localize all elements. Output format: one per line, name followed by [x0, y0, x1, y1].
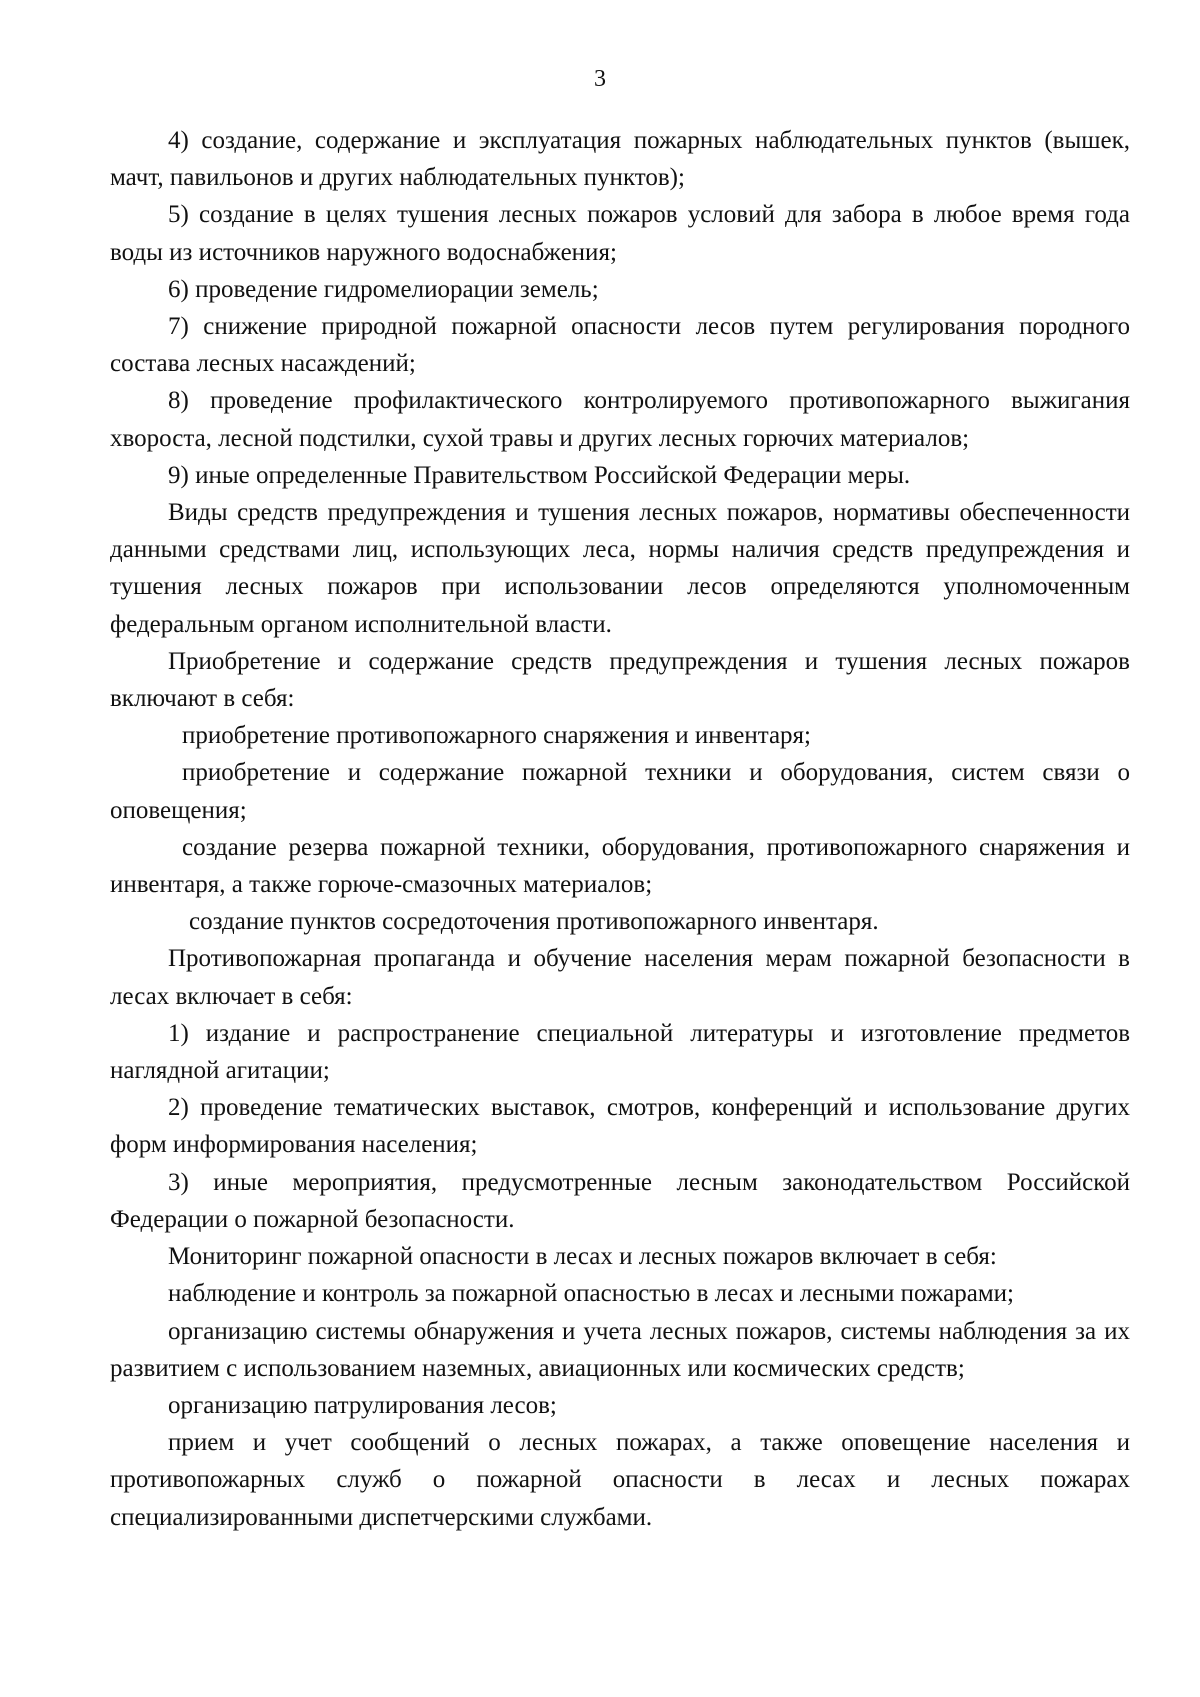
- paragraph-item-4: 4) создание, содержание и эксплуатация пожарных наблюдательных пунктов (вышек, мачт, павильонов и других наблюдательных пунктов);: [110, 127, 1130, 192]
- paragraph-means-types: Виды средств предупреждения и тушения лесных пожаров, нормативы обеспеченности данными средствами лиц, использующих леса, нормы наличия средств предупреждения и тушения лесных пожаров при использовании лесов определяются уполномоченным федеральным органом исполнительной власти.: [110, 499, 1130, 638]
- document-body: [110, 122, 1130, 1536]
- paragraph-reserve: создание резерва пожарной техники, оборудования, противопожарного снаряжения и инвентаря, а также горюче-смазочных материалов;: [110, 833, 1130, 899]
- paragraph-monitoring-observation: наблюдение и контроль за пожарной опасностью в лесах и лесными пожарами;: [168, 1280, 1014, 1308]
- paragraph-concentration-points: создание пунктов сосредоточения противопожарного инвентаря.: [189, 908, 879, 936]
- paragraph-item-7: 7) снижение природной пожарной опасности лесов путем регулирования породного состава лесных насаждений;: [110, 313, 1130, 378]
- paragraph-item-9: 9) иные определенные Правительством Российской Федерации меры.: [168, 461, 911, 489]
- paragraph-acquisition-intro: Приобретение и содержание средств предупреждения и тушения лесных пожаров включают в себя:: [110, 647, 1130, 713]
- paragraph-monitoring-intro: Мониторинг пожарной опасности в лесах и лесных пожаров включает в себя:: [168, 1243, 997, 1271]
- paragraph-propaganda-1: 1) издание и распространение специальной литературы и изготовление предметов наглядной агитации;: [110, 1019, 1130, 1085]
- paragraph-propaganda-intro: Противопожарная пропаганда и обучение населения мерам пожарной безопасности в лесах включает в себя:: [110, 945, 1130, 1010]
- paragraph-item-5: 5) создание в целях тушения лесных пожаров условий для забора в любое время года воды из источников наружного водоснабжения;: [110, 201, 1130, 266]
- paragraph-item-8: 8) проведение профилактического контролируемого противопожарного выжигания хвороста, лесной подстилки, сухой травы и других лесных горючих материалов;: [110, 387, 1130, 452]
- page-number: 3: [594, 66, 606, 92]
- paragraph-monitoring-detection: организацию системы обнаружения и учета лесных пожаров, системы наблюдения за их развитием с использованием наземных, авиационных или космических средств;: [110, 1317, 1130, 1382]
- paragraph-propaganda-3: 3) иные мероприятия, предусмотренные лесным законодательством Российской Федерации о пожарной безопасности.: [110, 1168, 1130, 1233]
- paragraph-item-6: 6) проведение гидромелиорации земель;: [168, 275, 599, 303]
- paragraph-acquisition-equipment: приобретение противопожарного снаряжения и инвентаря;: [182, 722, 811, 750]
- paragraph-propaganda-2: 2) проведение тематических выставок, смотров, конференций и использование других форм информирования населения;: [110, 1094, 1130, 1159]
- paragraph-monitoring-reports: прием и учет сообщений о лесных пожарах, а также оповещение населения и противопожарных служб о пожарной опасности в лесах и лесных пожарах специализированными диспетчерскими службами.: [110, 1429, 1130, 1531]
- paragraph-monitoring-patrol: организацию патрулирования лесов;: [168, 1391, 557, 1419]
- paragraph-acquisition-machinery: приобретение и содержание пожарной техники и оборудования, систем связи о оповещения;: [110, 759, 1130, 824]
